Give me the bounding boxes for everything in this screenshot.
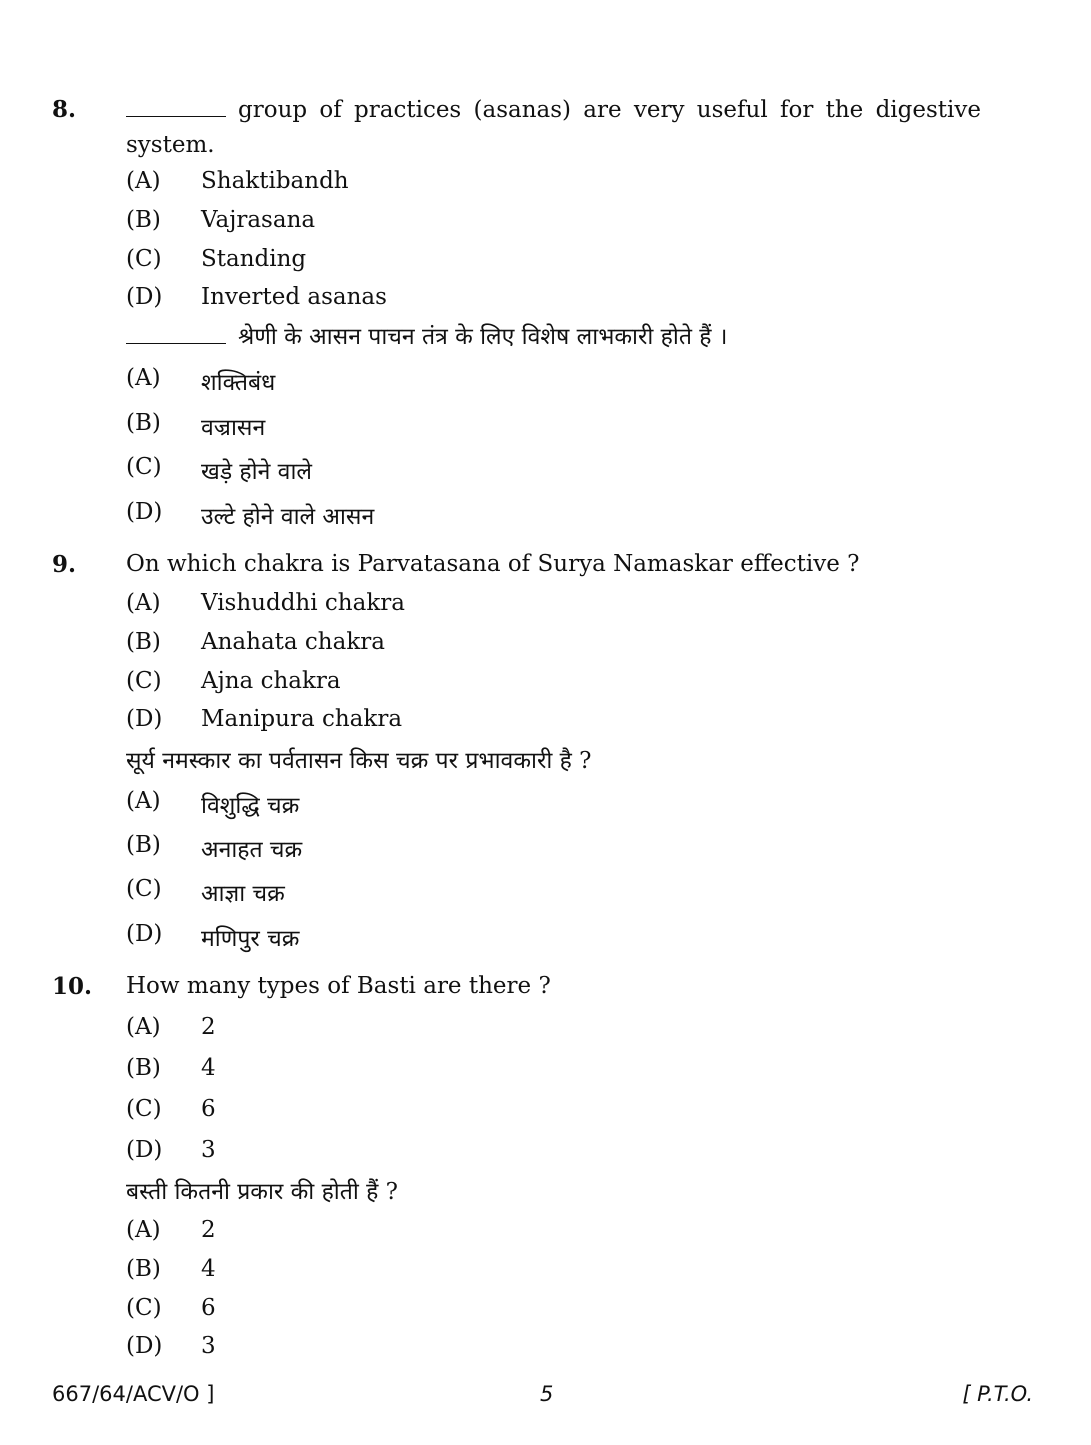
question-text-hi: सूर्य नमस्कार का पर्वतासन किस चक्र पर प्रभावकारी है ? [126, 748, 592, 774]
question-number: 9. [52, 551, 77, 578]
option-en-b: (B) Vajrasana [126, 207, 316, 233]
option-hi-a: (A) शक्तिबंध [126, 365, 276, 396]
option-hi-b: (B) अनाहत चक्र [126, 832, 303, 863]
question-text-en-line1: group of practices (asanas) are very useful for the digestive [126, 93, 981, 128]
option-en-d: (D) Inverted asanas [126, 284, 387, 310]
fill-blank [126, 323, 226, 344]
option-hi-d: (D) मणिपुर चक्र [126, 921, 300, 952]
option-en-d: (D) Manipura chakra [126, 706, 403, 732]
question-number: 8. [52, 96, 77, 123]
please-turn-over: [ P.T.O. [962, 1382, 1033, 1406]
option-en-d: (D) 3 [126, 1137, 216, 1163]
option-en-a: (A) Vishuddhi chakra [126, 590, 405, 616]
option-en-c: (C) Ajna chakra [126, 668, 341, 694]
option-en-c: (C) Standing [126, 246, 307, 272]
option-hi-d: (D) उल्टे होने वाले आसन [126, 499, 375, 530]
option-hi-c: (C) 6 [126, 1295, 216, 1321]
question-text-en: On which chakra is Parvatasana of Surya Namaskar effective ? [126, 551, 860, 577]
paper-code: 667/64/ACV/O ] [52, 1382, 215, 1406]
question-text-hi: बस्ती कितनी प्रकार की होती हैं ? [126, 1179, 398, 1205]
option-hi-a: (A) विशुद्धि चक्र [126, 788, 300, 819]
question-text-hi: श्रेणी के आसन पाचन तंत्र के लिए विशेष लाभकारी होते हैं । [126, 319, 728, 351]
question-number: 10. [52, 973, 93, 1000]
option-en-b: (B) 4 [126, 1055, 216, 1081]
option-hi-b: (B) 4 [126, 1256, 216, 1282]
option-en-b: (B) Anahata chakra [126, 629, 385, 655]
option-en-a: (A) 2 [126, 1014, 216, 1040]
option-hi-c: (C) आज्ञा चक्र [126, 876, 285, 907]
question-text-en: How many types of Basti are there ? [126, 973, 551, 999]
option-hi-a: (A) 2 [126, 1217, 216, 1243]
option-hi-c: (C) खड़े होने वाले [126, 454, 313, 485]
page-number: 5 [540, 1382, 554, 1406]
option-hi-b: (B) वज्रासन [126, 410, 266, 441]
question-text-en-line2: system. [126, 132, 215, 158]
option-hi-d: (D) 3 [126, 1333, 216, 1359]
fill-blank [126, 96, 226, 117]
option-en-c: (C) 6 [126, 1096, 216, 1122]
option-en-a: (A) Shaktibandh [126, 168, 349, 194]
